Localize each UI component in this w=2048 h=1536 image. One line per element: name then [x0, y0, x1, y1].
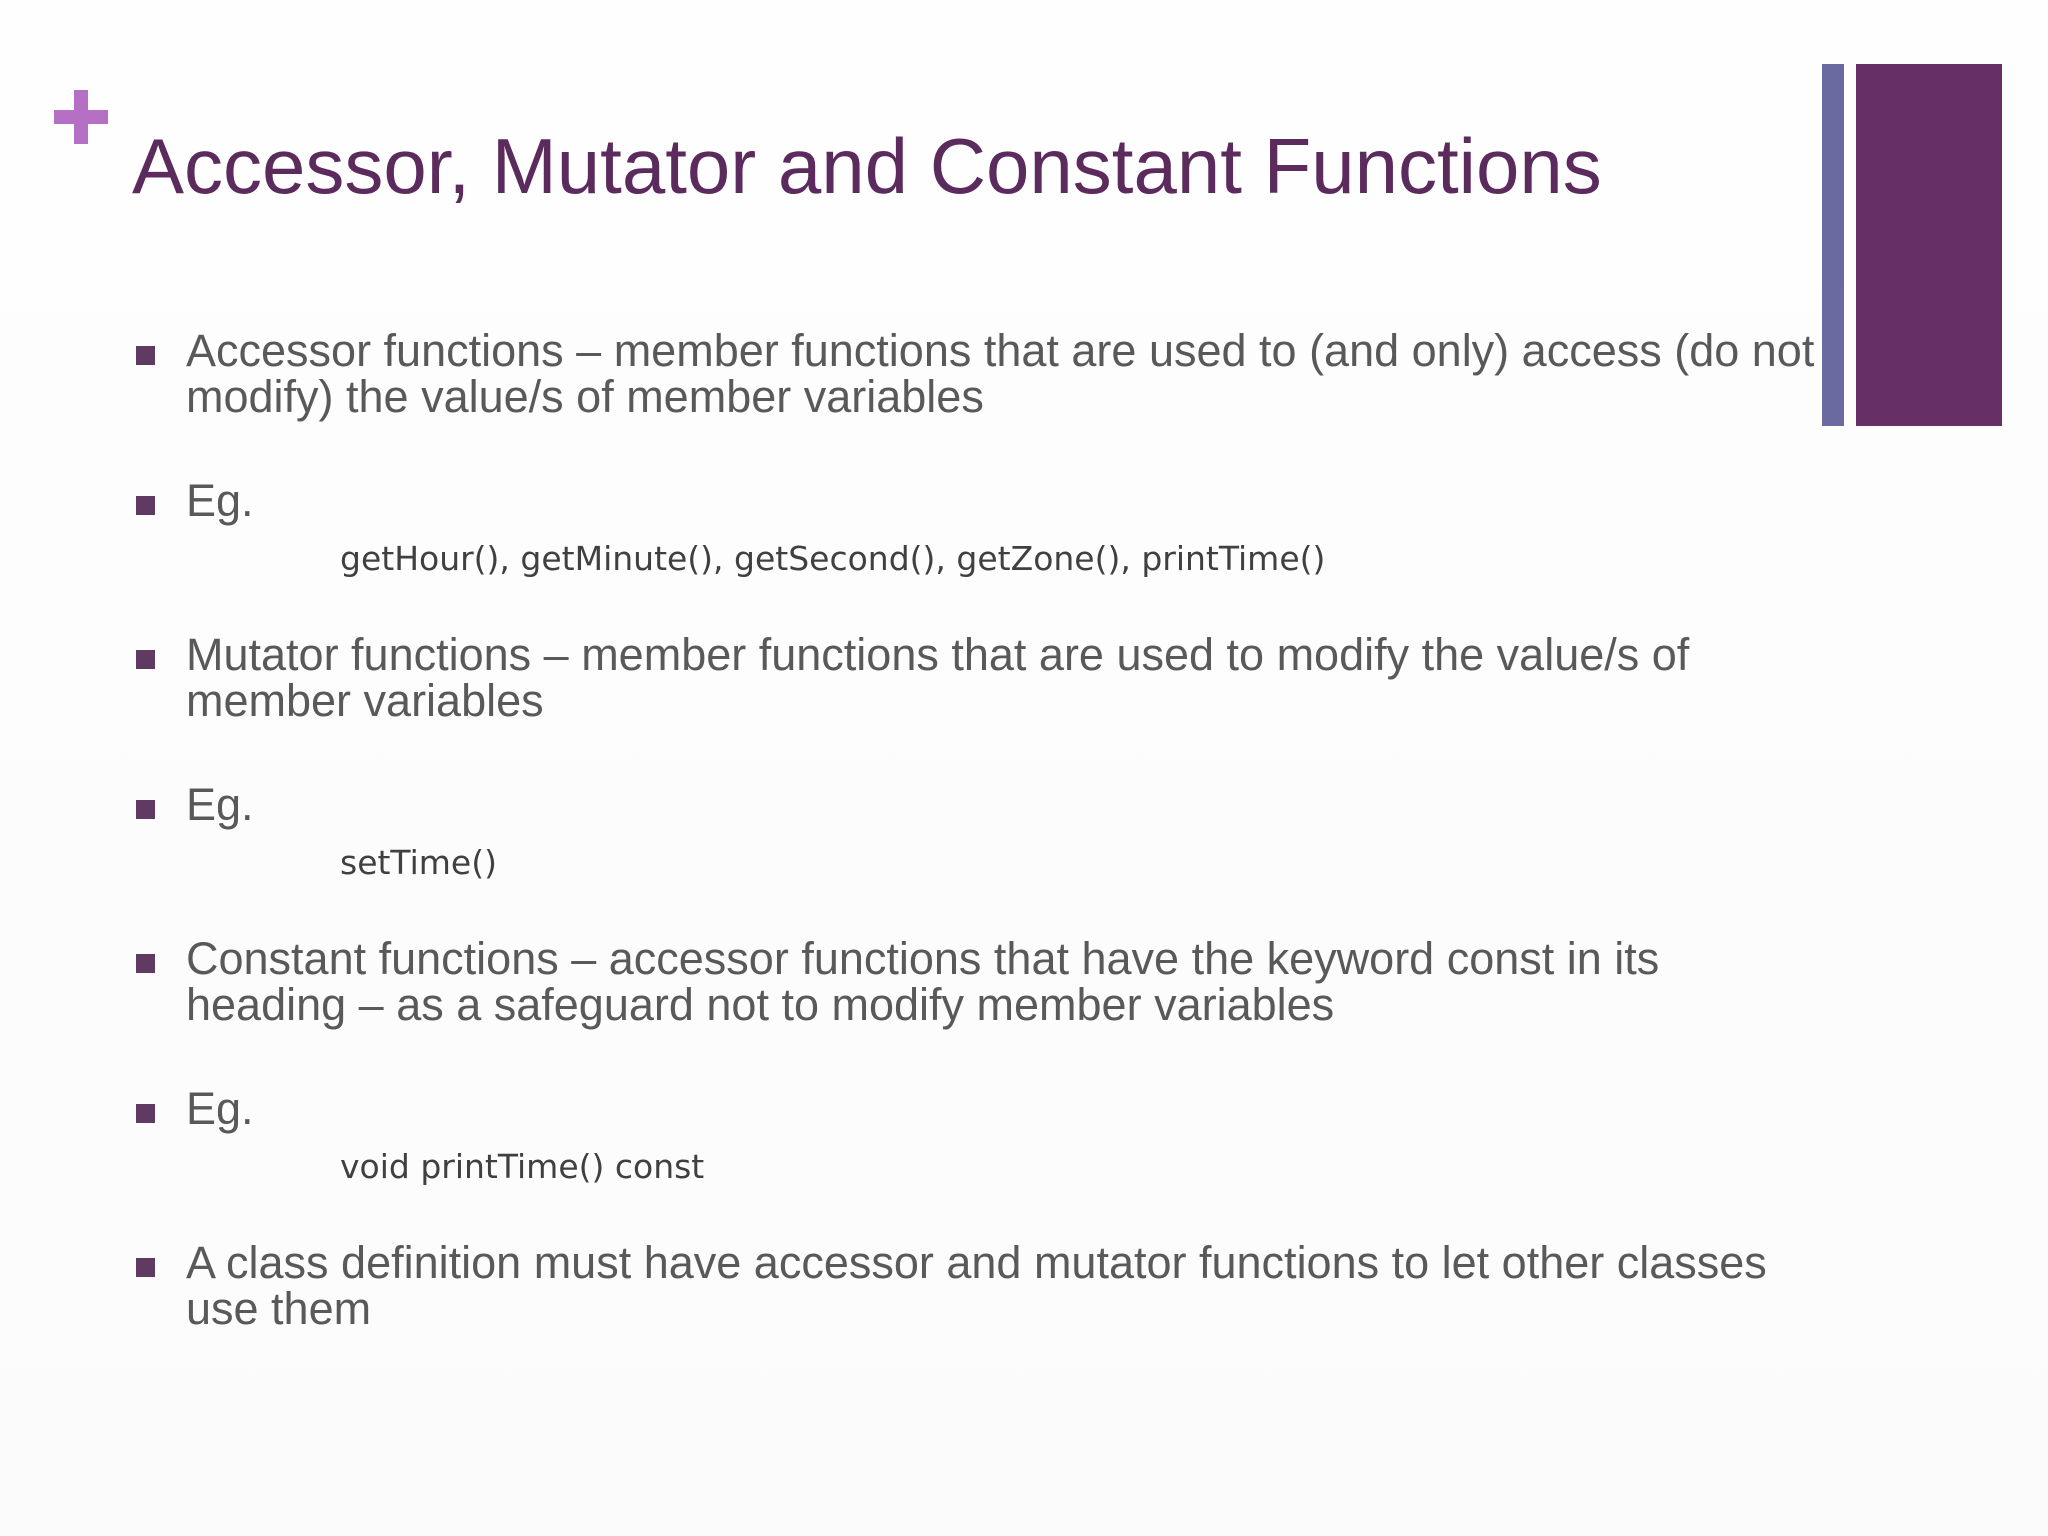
- accent-bar-wide: [1856, 64, 2002, 426]
- plus-icon: [54, 90, 108, 144]
- bullet-example-constant: [136, 1083, 1816, 1134]
- bullet-mutator-functions: [136, 629, 1816, 726]
- accent-bar-thin: [1822, 64, 1844, 426]
- bullet-text: Eg.: [186, 1083, 254, 1134]
- bullet-marker: [136, 650, 155, 669]
- bullet-text: A class definition must have accessor and mutator functions to let other classes use them: [186, 1237, 1767, 1334]
- bullet-text: Eg.: [186, 475, 254, 526]
- bullet-class-definition: [136, 1237, 1816, 1334]
- bullet-marker: [136, 954, 155, 973]
- example-code-constant: void printTime() const: [340, 1147, 705, 1186]
- bullet-text: Eg.: [186, 779, 254, 830]
- bullet-marker: [136, 346, 155, 365]
- bullet-text: Constant functions – accessor functions that have the keyword const in its heading – as a safeguard not to modify member variables: [186, 933, 1660, 1030]
- bullet-constant-functions: [136, 933, 1816, 1030]
- bullet-text: Mutator functions – member functions that are used to modify the value/s of member variables: [186, 629, 1690, 726]
- bullet-example-mutator: [136, 779, 1816, 830]
- slide-title: Accessor, Mutator and Constant Functions: [132, 122, 1602, 210]
- example-code-accessor: getHour(), getMinute(), getSecond(), getZone(), printTime(): [340, 539, 1326, 578]
- example-code-mutator: setTime(): [340, 843, 497, 882]
- bullet-marker: [136, 496, 155, 515]
- bullet-text: Accessor functions – member functions that are used to (and only) access (do not modify) the value/s of member variables: [186, 325, 1815, 422]
- bullet-marker: [136, 800, 155, 819]
- slide-body: [136, 325, 1816, 1334]
- bullet-example-accessor: [136, 475, 1816, 526]
- bullet-accessor-functions: [136, 325, 1816, 422]
- bullet-marker: [136, 1258, 155, 1277]
- bullet-marker: [136, 1104, 155, 1123]
